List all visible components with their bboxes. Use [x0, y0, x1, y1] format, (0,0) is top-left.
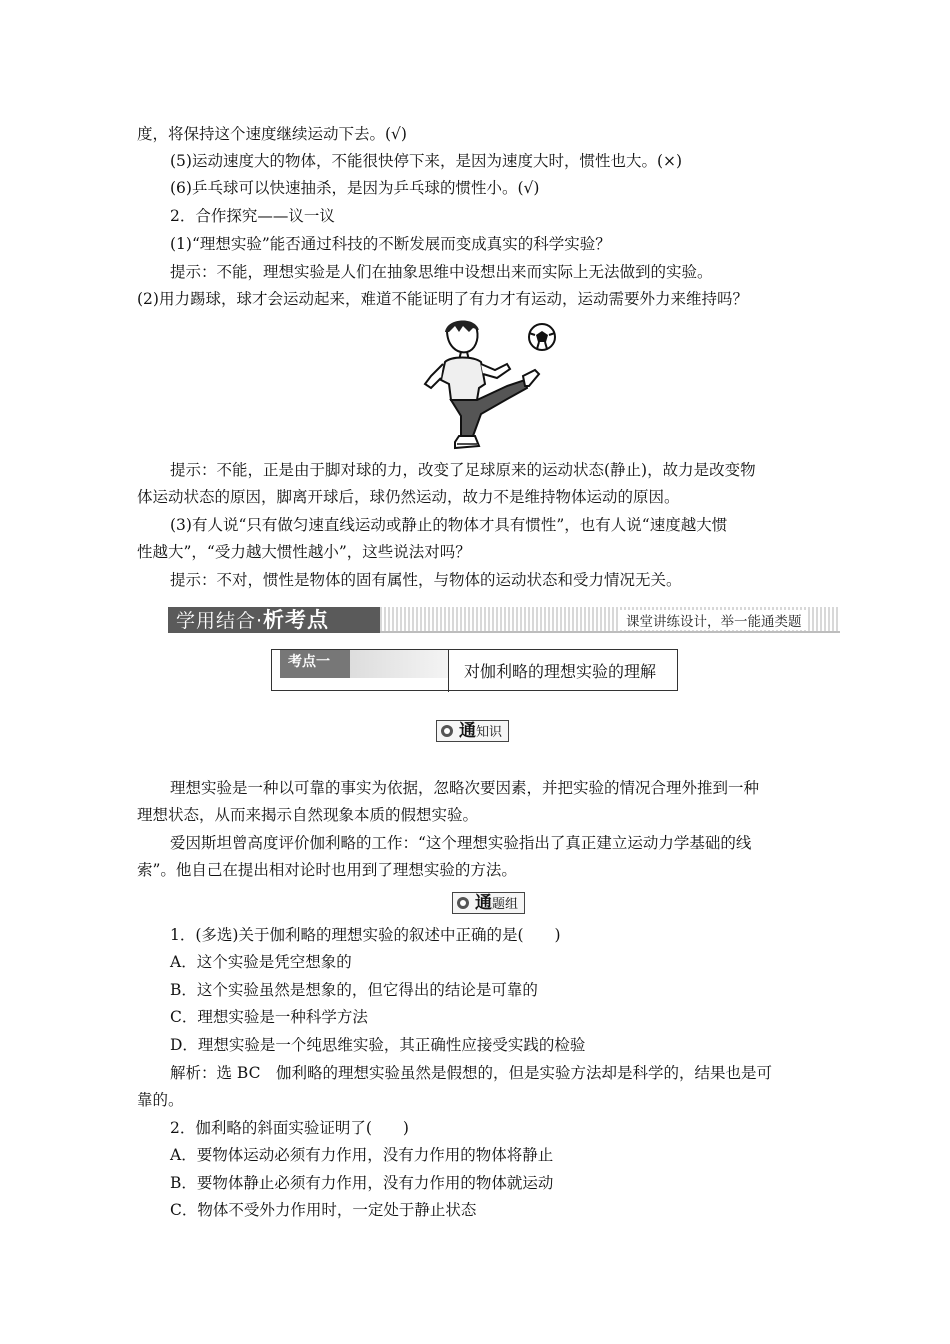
- text-line: (5)运动速度大的物体，不能很快停下来，是因为速度大时，惯性也大。(×): [170, 152, 683, 170]
- text-line: 解析：选 BC 伽利略的理想实验虽然是假想的，但是实验方法却是科学的，结果也是可: [170, 1064, 772, 1082]
- section-head-tizu: 通题组: [452, 892, 525, 914]
- kaodian-title: 对伽利略的理想实验的理解: [464, 662, 657, 681]
- text-line: A．这个实验是凭空想象的: [170, 953, 352, 971]
- text-line: A．要物体运动必须有力作用，没有力作用的物体将静止: [170, 1146, 554, 1164]
- text-line: 提示：不对，惯性是物体的固有属性，与物体的运动状态和受力情况无关。: [170, 571, 682, 589]
- text-line: 爱因斯坦曾高度评价伽利略的工作：“这个理想实验指出了真正建立运动力学基础的线: [170, 834, 752, 852]
- text-line: 理想实验是一种以可靠的事实为依据，忽略次要因素，并把实验的情况合理外推到一种: [170, 779, 760, 797]
- text-line: (3)有人说“只有做匀速直线运动或静止的物体才具有惯性”，也有人说“速度越大惯: [170, 516, 728, 534]
- banner-title: 学用结合·析考点: [168, 607, 380, 633]
- text-line: C．理想实验是一种科学方法: [170, 1008, 368, 1026]
- kaodian-box: [271, 649, 678, 691]
- kaodian-tag: 考点一: [280, 650, 448, 678]
- text-line: 1．(多选)关于伽利略的理想实验的叙述中正确的是( ): [170, 926, 561, 944]
- boy-kicking-ball-illustration: [415, 318, 565, 453]
- bullet-icon: [441, 725, 453, 737]
- kaodian-divider: [448, 650, 449, 692]
- text-line: 靠的。: [137, 1091, 184, 1109]
- boy-figure: [425, 320, 539, 448]
- text-line: (6)乒乓球可以快速抽杀，是因为乒乓球的惯性小。(√): [170, 179, 540, 197]
- text-line: 提示：不能，正是由于脚对球的力，改变了足球原来的运动状态(静止)，故力是改变物: [170, 461, 756, 479]
- bullet-icon: [457, 897, 469, 909]
- text-line: B．这个实验虽然是想象的，但它得出的结论是可靠的: [170, 981, 538, 999]
- text-line: C．物体不受外力作用时，一定处于静止状态: [170, 1201, 477, 1219]
- soccer-ball: [529, 324, 555, 350]
- text-line: 理想状态，从而来揭示自然现象本质的假想实验。: [137, 806, 479, 824]
- banner-subtitle: 课堂讲练设计，举一能通类题: [620, 610, 808, 630]
- text-line: 体运动状态的原因，脚离开球后，球仍然运动，故力不是维持物体运动的原因。: [137, 488, 680, 506]
- text-line: 度，将保持这个速度继续运动下去。(√): [137, 125, 407, 143]
- banner-pattern: [380, 607, 840, 633]
- text-line: 性越大”，“受力越大惯性越小”，这些说法对吗？: [137, 543, 471, 561]
- text-line: B．要物体静止必须有力作用，没有力作用的物体就运动: [170, 1174, 554, 1192]
- text-line: 2．合作探究——议一议: [170, 207, 335, 225]
- section-banner: [168, 607, 840, 633]
- text-line: 索”。他自己在提出相对论时也用到了理想实验的方法。: [137, 861, 517, 879]
- text-line: 提示：不能，理想实验是人们在抽象思维中设想出来而实际上无法做到的实验。: [170, 263, 713, 281]
- text-line: (2)用力踢球，球才会运动起来，难道不能证明了有力才有运动，运动需要外力来维持吗？: [137, 290, 748, 308]
- text-line: 2．伽利略的斜面实验证明了( ): [170, 1119, 409, 1137]
- section-head-zhishi: 通知识: [436, 720, 509, 742]
- text-line: D．理想实验是一个纯思维实验，其正确性应接受实践的检验: [170, 1036, 586, 1054]
- text-line: (1)“理想实验”能否通过科技的不断发展而变成真实的科学实验？: [170, 235, 611, 253]
